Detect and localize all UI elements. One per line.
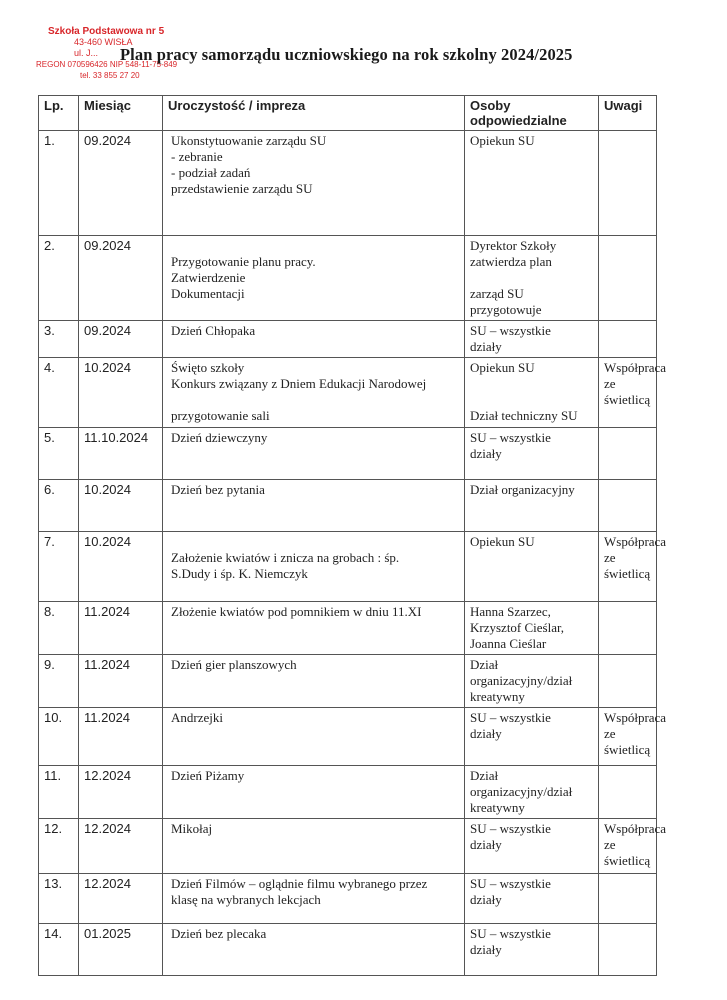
cell-event — [163, 131, 465, 236]
responsible-line: działy — [470, 942, 502, 957]
cell-event — [163, 602, 465, 655]
event-line: przygotowanie sali — [171, 408, 270, 423]
responsible-line: Opiekun SU — [470, 133, 535, 148]
notes-line: Współpraca — [604, 534, 667, 549]
cell-lp: 10. — [39, 708, 79, 766]
cell-responsible — [465, 819, 599, 874]
event-spacer — [171, 392, 459, 408]
event-line: Andrzejki — [171, 710, 223, 725]
table-row — [39, 428, 657, 480]
cell-responsible — [465, 708, 599, 766]
event-line: Dzień bez pytania — [171, 482, 265, 497]
stamp-line-2: 43-460 WISŁA — [74, 37, 133, 47]
responsible-line: Dział organizacyjny — [470, 482, 575, 497]
event-line: Zatwierdzenie — [171, 270, 246, 285]
event-line: Mikołaj — [171, 821, 213, 836]
responsible-line: SU – wszystkie — [470, 430, 551, 445]
cell-month: 12.2024 — [79, 766, 163, 819]
notes-line: ze — [604, 550, 616, 565]
notes-line: Współpraca — [604, 710, 667, 725]
responsible-line: zatwierdza plan — [470, 254, 552, 269]
responsible-line: działy — [470, 446, 502, 461]
event-line: S.Dudy i śp. K. Niemczyk — [171, 566, 308, 581]
cell-responsible — [465, 358, 599, 428]
cell-lp: 2. — [39, 236, 79, 321]
event-line: przedstawienie zarządu SU — [171, 181, 313, 196]
responsible-line: kreatywny — [470, 689, 525, 704]
cell-notes — [599, 924, 657, 976]
cell-event — [163, 321, 465, 358]
responsible-spacer — [470, 392, 593, 408]
notes-line: Współpraca — [604, 360, 667, 375]
cell-event — [163, 766, 465, 819]
cell-responsible — [465, 874, 599, 924]
cell-lp: 5. — [39, 428, 79, 480]
cell-notes — [599, 602, 657, 655]
cell-month: 10.2024 — [79, 480, 163, 532]
plan-table — [38, 95, 667, 976]
event-line: Konkurs związany z Dniem Edukacji Narodowej — [171, 376, 427, 391]
responsible-line: Opiekun SU — [470, 534, 535, 549]
event-line: - podział zadań — [171, 165, 251, 180]
document-title: Plan pracy samorządu uczniowskiego na rok szkolny 2024/2025 — [120, 45, 573, 64]
table-row — [39, 874, 657, 924]
cell-month: 12.2024 — [79, 874, 163, 924]
notes-line: ze — [604, 726, 616, 741]
cell-responsible — [465, 428, 599, 480]
responsible-spacer — [470, 270, 593, 286]
cell-month: 01.2025 — [79, 924, 163, 976]
notes-line: świetlicą — [604, 853, 651, 868]
responsible-line: Dział — [470, 768, 499, 783]
cell-event — [163, 428, 465, 480]
header-lp: Lp. — [39, 96, 79, 131]
event-line: Dzień Piżamy — [171, 768, 245, 783]
table-row — [39, 924, 657, 976]
event-line: Dokumentacji — [171, 286, 245, 301]
event-line: Dzień dziewczyny — [171, 430, 268, 445]
cell-notes — [599, 236, 657, 321]
cell-notes — [599, 321, 657, 358]
cell-event — [163, 358, 465, 428]
event-line: Dzień bez plecaka — [171, 926, 267, 941]
cell-responsible — [465, 321, 599, 358]
table-row — [39, 602, 657, 655]
table-row — [39, 532, 657, 602]
responsible-line: Joanna Cieślar — [470, 636, 547, 651]
responsible-line: SU – wszystkie — [470, 876, 551, 891]
cell-month: 09.2024 — [79, 321, 163, 358]
cell-event — [163, 655, 465, 708]
responsible-line: Dział — [470, 657, 499, 672]
responsible-line: działy — [470, 339, 502, 354]
responsible-line: Dział techniczny SU — [470, 408, 578, 423]
notes-line: świetlicą — [604, 566, 651, 581]
stamp-line-3: ul. J... — [74, 48, 99, 58]
responsible-line: Opiekun SU — [470, 360, 535, 375]
table-row — [39, 131, 657, 236]
event-spacer — [171, 238, 459, 254]
cell-lp: 7. — [39, 532, 79, 602]
responsible-line: SU – wszystkie — [470, 323, 551, 338]
cell-month: 11.2024 — [79, 708, 163, 766]
table-header-row — [39, 96, 657, 131]
event-line: Ukonstytuowanie zarządu SU — [171, 133, 327, 148]
cell-month: 10.2024 — [79, 358, 163, 428]
cell-responsible — [465, 924, 599, 976]
cell-lp: 11. — [39, 766, 79, 819]
cell-responsible — [465, 766, 599, 819]
cell-notes — [599, 428, 657, 480]
cell-month: 11.2024 — [79, 602, 163, 655]
cell-event — [163, 236, 465, 321]
event-line: klasę na wybranych lekcjach — [171, 892, 321, 907]
cell-responsible — [465, 236, 599, 321]
responsible-spacer — [470, 376, 593, 392]
cell-month: 09.2024 — [79, 131, 163, 236]
responsible-line: Dyrektor Szkoły — [470, 238, 557, 253]
table-row — [39, 655, 657, 708]
cell-month: 12.2024 — [79, 819, 163, 874]
cell-notes — [599, 532, 667, 602]
cell-lp: 12. — [39, 819, 79, 874]
cell-notes — [599, 131, 657, 236]
responsible-line: organizacyjny/dział — [470, 673, 573, 688]
cell-lp: 4. — [39, 358, 79, 428]
notes-line: świetlicą — [604, 392, 651, 407]
cell-month: 09.2024 — [79, 236, 163, 321]
cell-event — [163, 708, 465, 766]
table-row — [39, 819, 657, 874]
cell-notes — [599, 766, 657, 819]
event-line: Dzień Chłopaka — [171, 323, 256, 338]
cell-lp: 13. — [39, 874, 79, 924]
cell-lp: 3. — [39, 321, 79, 358]
cell-notes — [599, 819, 667, 874]
table-row — [39, 708, 657, 766]
cell-lp: 8. — [39, 602, 79, 655]
cell-event — [163, 480, 465, 532]
notes-line: ze — [604, 376, 616, 391]
cell-notes — [599, 358, 667, 428]
table-row — [39, 480, 657, 532]
cell-month: 11.2024 — [79, 655, 163, 708]
cell-notes — [599, 655, 657, 708]
responsible-line: SU – wszystkie — [470, 710, 551, 725]
cell-lp: 1. — [39, 131, 79, 236]
responsible-line: działy — [470, 726, 502, 741]
cell-month: 10.2024 — [79, 532, 163, 602]
cell-event — [163, 532, 465, 602]
cell-lp: 6. — [39, 480, 79, 532]
cell-notes — [599, 874, 657, 924]
cell-lp: 9. — [39, 655, 79, 708]
event-line: Dzień gier planszowych — [171, 657, 297, 672]
responsible-line: Krzysztof Cieślar, — [470, 620, 565, 635]
responsible-line: działy — [470, 837, 502, 852]
event-line: Złożenie kwiatów pod pomnikiem w dniu 11.XI — [171, 604, 422, 619]
cell-lp: 14. — [39, 924, 79, 976]
responsible-line: zarząd SU — [470, 286, 524, 301]
stamp-line-4: REGON 070596426 NIP 548-11-75-849 — [36, 60, 178, 69]
cell-event — [163, 819, 465, 874]
responsible-line: kreatywny — [470, 800, 525, 815]
cell-responsible — [465, 131, 599, 236]
event-line: - zebranie — [171, 149, 223, 164]
cell-notes — [599, 708, 667, 766]
responsible-line: SU – wszystkie — [470, 926, 551, 941]
stamp-line-5: tel. 33 855 27 20 — [80, 71, 140, 80]
header-month: Miesiąc — [79, 96, 163, 131]
cell-responsible — [465, 532, 599, 602]
notes-line: świetlicą — [604, 742, 651, 757]
header-notes: Uwagi — [599, 96, 657, 131]
table-row — [39, 236, 657, 321]
responsible-line: działy — [470, 892, 502, 907]
cell-responsible — [465, 602, 599, 655]
responsible-line: przygotowuje — [470, 302, 542, 317]
table-row — [39, 358, 657, 428]
stamp-line-1: Szkoła Podstawowa nr 5 — [48, 26, 165, 37]
cell-responsible — [465, 655, 599, 708]
cell-event — [163, 924, 465, 976]
table-row — [39, 321, 657, 358]
event-line: Dzień Filmów – oglądnie filmu wybranego przez — [171, 876, 428, 891]
cell-month: 11.10.2024 — [79, 428, 163, 480]
event-spacer — [171, 534, 459, 550]
table-body — [39, 131, 667, 976]
notes-line: Współpraca — [604, 821, 667, 836]
header-event: Uroczystość / impreza — [163, 96, 465, 131]
notes-line: ze — [604, 837, 616, 852]
event-line: Przygotowanie planu pracy. — [171, 254, 316, 269]
table-row — [39, 766, 657, 819]
cell-event — [163, 874, 465, 924]
responsible-line: organizacyjny/dział — [470, 784, 573, 799]
responsible-line: SU – wszystkie — [470, 821, 551, 836]
header-responsible: Osoby odpowiedzialne — [465, 96, 599, 131]
cell-responsible — [465, 480, 599, 532]
event-line: Założenie kwiatów i znicza na grobach : śp. — [171, 550, 400, 565]
responsible-line: Hanna Szarzec, — [470, 604, 551, 619]
cell-notes — [599, 480, 657, 532]
event-line: Święto szkoły — [171, 360, 245, 375]
